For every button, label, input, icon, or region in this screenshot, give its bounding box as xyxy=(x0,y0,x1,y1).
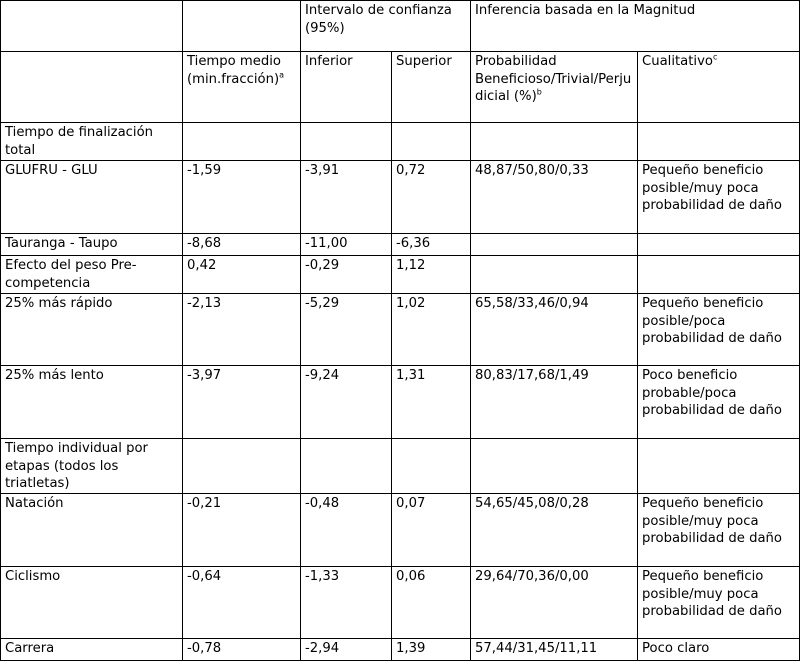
table-row xyxy=(1,439,800,494)
table-row xyxy=(1,123,800,161)
header-qualitative-label: Cualitativo xyxy=(642,54,713,69)
row-mean xyxy=(183,123,301,161)
row-label: GLUFRU - GLU xyxy=(1,161,183,234)
row-label: Efecto del peso Pre-competencia xyxy=(1,256,183,294)
row-upper: -6,36 xyxy=(392,234,471,256)
row-lower: -2,94 xyxy=(301,639,392,661)
row-mean: -8,68 xyxy=(183,234,301,256)
row-qualitative: Poco claro xyxy=(638,639,800,661)
row-lower: -0,29 xyxy=(301,256,392,294)
table-row xyxy=(1,639,800,661)
row-qualitative: Pequeño beneficio posible/muy poca probabilidad de daño xyxy=(638,494,800,567)
header-upper: Superior xyxy=(392,52,471,123)
table-row xyxy=(1,294,800,366)
row-qualitative xyxy=(638,234,800,256)
header-ci-group: Intervalo de confianza (95%) xyxy=(301,1,471,52)
row-upper: 0,07 xyxy=(392,494,471,567)
footnote-a: a xyxy=(279,70,284,80)
row-qualitative: Poco beneficio probable/poca probabilidad de daño xyxy=(638,366,800,439)
row-mean: -1,59 xyxy=(183,161,301,234)
row-qualitative xyxy=(638,256,800,294)
header-mean-time-label: Tiempo medio (min.fracción) xyxy=(187,54,281,87)
header-mean-time xyxy=(183,52,301,123)
row-upper xyxy=(392,439,471,494)
row-lower: -9,24 xyxy=(301,366,392,439)
row-probability: 65,58/33,46/0,94 xyxy=(471,294,638,366)
table-row xyxy=(1,256,800,294)
table-row xyxy=(1,494,800,567)
row-upper: 1,39 xyxy=(392,639,471,661)
row-qualitative: Pequeño beneficio posible/muy poca probabilidad de daño xyxy=(638,161,800,234)
row-label: Natación xyxy=(1,494,183,567)
table-row xyxy=(1,234,800,256)
row-label: 25% más lento xyxy=(1,366,183,439)
row-probability: 48,87/50,80/0,33 xyxy=(471,161,638,234)
row-lower xyxy=(301,439,392,494)
footnote-c: c xyxy=(712,52,718,62)
row-probability xyxy=(471,123,638,161)
header-probability xyxy=(471,52,638,123)
row-label: 25% más rápido xyxy=(1,294,183,366)
header-empty-cell xyxy=(1,52,183,123)
row-mean: -0,21 xyxy=(183,494,301,567)
row-mean xyxy=(183,439,301,494)
row-label: Tiempo individual por etapas (todos los triatletas) xyxy=(1,439,183,494)
row-qualitative: Pequeño beneficio posible/poca probabilidad de daño xyxy=(638,294,800,366)
row-probability xyxy=(471,256,638,294)
row-upper xyxy=(392,123,471,161)
row-label: Tiempo de finalización total xyxy=(1,123,183,161)
row-label: Carrera xyxy=(1,639,183,661)
row-qualitative xyxy=(638,123,800,161)
header-qualitative xyxy=(638,52,800,123)
table-row xyxy=(1,366,800,439)
row-probability xyxy=(471,234,638,256)
row-mean: -3,97 xyxy=(183,366,301,439)
row-mean: -0,78 xyxy=(183,639,301,661)
row-mean: -0,64 xyxy=(183,567,301,639)
header-row-groups xyxy=(1,1,800,52)
row-lower: -1,33 xyxy=(301,567,392,639)
row-probability xyxy=(471,439,638,494)
header-probability-label: Probabilidad Beneficioso/Trivial/Perjudicial (%) xyxy=(475,54,632,104)
row-upper: 1,02 xyxy=(392,294,471,366)
row-qualitative xyxy=(638,439,800,494)
row-probability: 80,83/17,68/1,49 xyxy=(471,366,638,439)
row-probability: 29,64/70,36/0,00 xyxy=(471,567,638,639)
row-mean: 0,42 xyxy=(183,256,301,294)
row-upper: 0,72 xyxy=(392,161,471,234)
row-lower: -3,91 xyxy=(301,161,392,234)
row-mean: -2,13 xyxy=(183,294,301,366)
table-row xyxy=(1,567,800,639)
row-upper: 0,06 xyxy=(392,567,471,639)
row-label: Tauranga - Taupo xyxy=(1,234,183,256)
row-label: Ciclismo xyxy=(1,567,183,639)
row-lower: -0,48 xyxy=(301,494,392,567)
table-row xyxy=(1,161,800,234)
row-probability: 57,44/31,45/11,11 xyxy=(471,639,638,661)
row-lower: -11,00 xyxy=(301,234,392,256)
row-qualitative: Pequeño beneficio posible/muy poca probabilidad de daño xyxy=(638,567,800,639)
row-upper: 1,31 xyxy=(392,366,471,439)
header-lower: Inferior xyxy=(301,52,392,123)
header-row-columns xyxy=(1,52,800,123)
header-empty-cell xyxy=(183,1,301,52)
row-lower: -5,29 xyxy=(301,294,392,366)
row-lower xyxy=(301,123,392,161)
row-upper: 1,12 xyxy=(392,256,471,294)
footnote-b: b xyxy=(536,87,542,97)
header-magnitude-group: Inferencia basada en la Magnitud xyxy=(471,1,800,52)
row-probability: 54,65/45,08/0,28 xyxy=(471,494,638,567)
header-empty-cell xyxy=(1,1,183,52)
